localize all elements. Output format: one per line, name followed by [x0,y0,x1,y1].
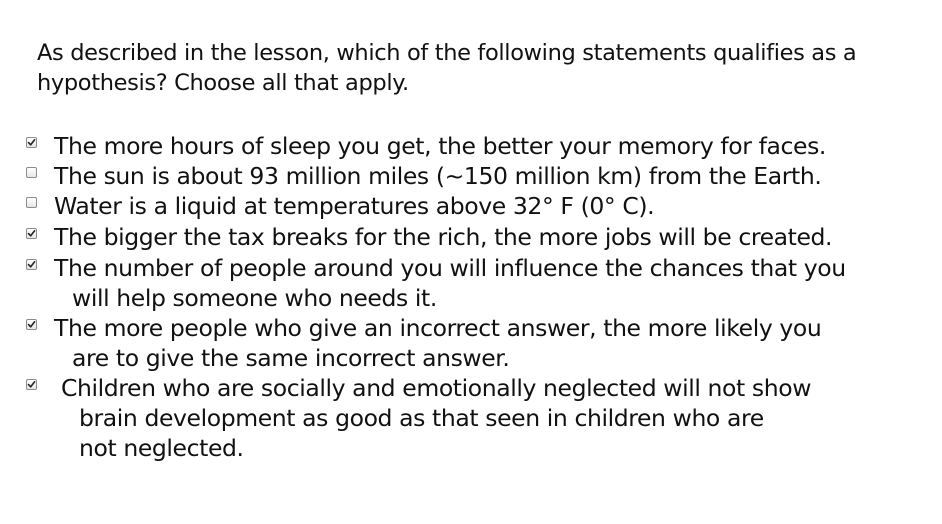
option-label [54,222,884,252]
checkmark-icon [27,260,36,269]
checkmark-icon [27,229,36,238]
option-checkbox[interactable] [26,228,37,239]
question-line-1: As described in the lesson, which of the following statements qualifies as a [37,40,857,66]
option-label [54,191,884,221]
option-label-line: brain development as good as that seen in children who are [79,404,764,432]
option-label-line: Water is a liquid at temperatures above 32° F (0° C). [54,192,655,220]
option-label-line: will help someone who needs it. [72,284,437,312]
option-label-line: The more people who give an incorrect answer, the more likely you [54,314,822,342]
option-label-line: The number of people around you will influence the chances that you [54,254,846,282]
option-label-line: Children who are socially and emotionally neglected will not show [61,374,812,402]
option-label-line: The sun is about 93 million miles (~150 million km) from the Earth. [54,162,822,190]
option-checkbox[interactable] [26,137,37,148]
option-label-line: The bigger the tax breaks for the rich, the more jobs will be created. [54,223,833,251]
checkmark-icon [27,320,36,329]
checkmark-icon [27,138,36,147]
option-checkbox[interactable] [26,319,37,330]
question-line-2: hypothesis? Choose all that apply. [37,70,409,96]
option-label [54,313,884,373]
option-label [61,373,891,463]
option-label [54,161,884,191]
option-checkbox[interactable] [26,379,37,390]
option-checkbox[interactable] [26,197,37,208]
option-checkbox[interactable] [26,259,37,270]
option-label-line: are to give the same incorrect answer. [72,344,510,372]
checkmark-icon [27,380,36,389]
option-label [54,253,884,313]
option-label-line: not neglected. [79,434,244,462]
option-label [54,131,884,161]
option-label-line: The more hours of sleep you get, the better your memory for faces. [54,132,826,160]
option-checkbox[interactable] [26,167,37,178]
